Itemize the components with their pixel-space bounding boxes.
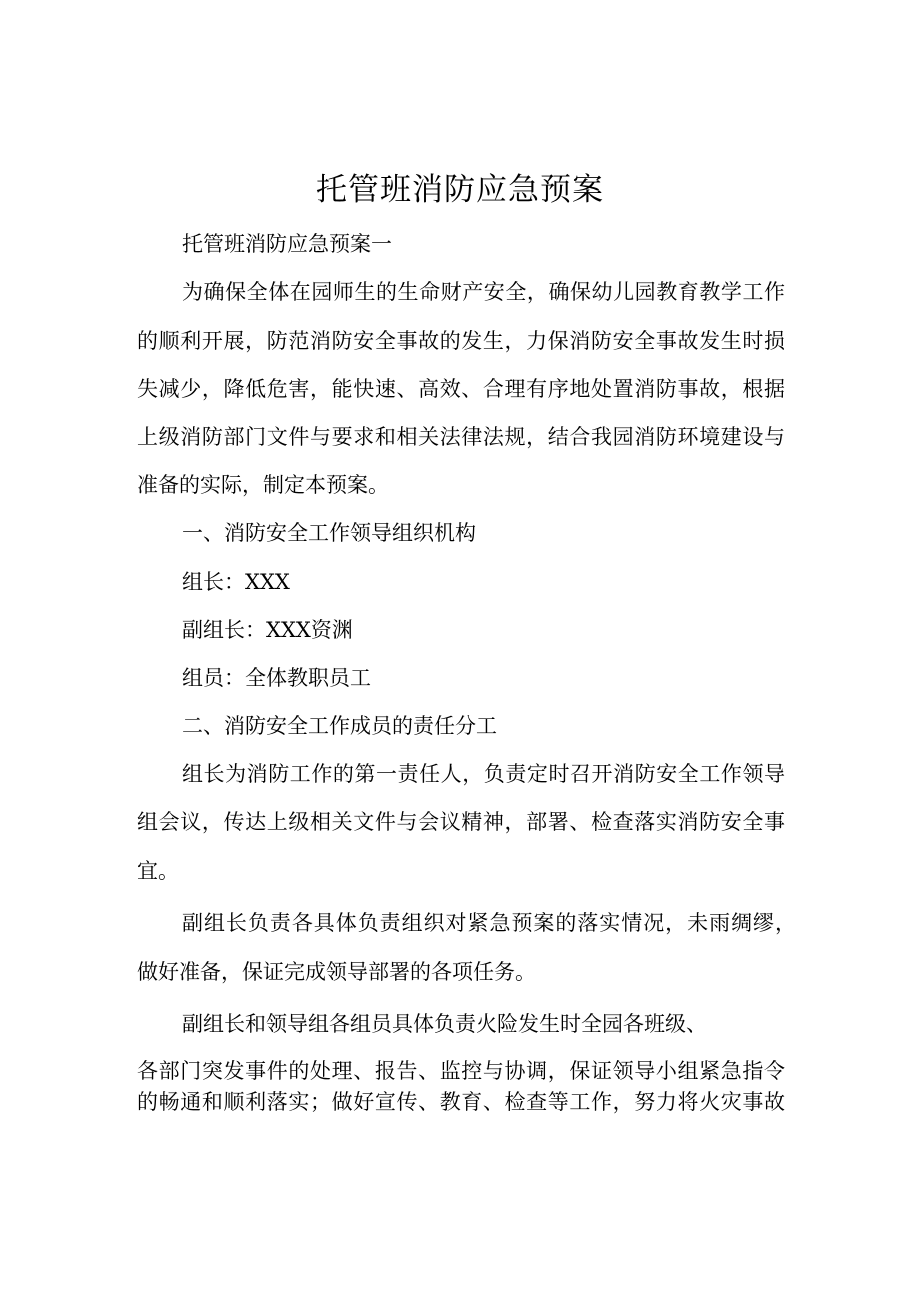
paragraph-line: 组长：XXX (182, 570, 290, 594)
paragraph-line: 宜。 (137, 859, 179, 883)
paragraph-line: 失减少，降低危害，能快速、高效、合理有序地处置消防事故，根据 (137, 377, 785, 401)
paragraph-line: 组会议，传达上级相关文件与会议精神，部署、检查落实消防安全事 (137, 810, 785, 834)
document-title: 托管班消防应急预案 (316, 172, 604, 208)
paragraph-line: 的畅通和顺利落实；做好宣传、教育、检查等工作，努力将火灾事故 (137, 1090, 785, 1114)
paragraph-line: 组员：全体教职员工 (182, 666, 371, 690)
paragraph-line: 组长为消防工作的第一责任人，负责定时召开消防安全工作领导 (182, 762, 785, 786)
paragraph-line: 的顺利开展，防范消防安全事故的发生，力保消防安全事故发生时损 (137, 329, 785, 353)
paragraph-line: 为确保全体在园师生的生命财产安全，确保幼儿园教育教学工作 (182, 280, 785, 304)
paragraph-line: 各部门突发事件的处理、报告、监控与协调，保证领导小组紧急指令 (137, 1059, 785, 1083)
paragraph-line: 副组长：XXX资渊 (182, 618, 353, 642)
subtitle-line: 托管班消防应急预案一 (182, 232, 392, 256)
paragraph-line: 副组长和领导组各组员具体负责火险发生时全园各班级、 (182, 1012, 707, 1036)
paragraph-line: 副组长负责各具体负责组织对紧急预案的落实情况，未雨绸缪， (182, 911, 796, 935)
paragraph-line: 准备的实际，制定本预案。 (137, 473, 389, 497)
paragraph-line: 做好准备，保证完成领导部署的各项任务。 (137, 960, 536, 984)
section-heading: 一、消防安全工作领导组织机构 (182, 521, 476, 545)
section-heading: 二、消防安全工作成员的责任分工 (182, 714, 497, 738)
paragraph-line: 上级消防部门文件与要求和相关法律法规，结合我园消防环境建设与 (137, 425, 785, 449)
